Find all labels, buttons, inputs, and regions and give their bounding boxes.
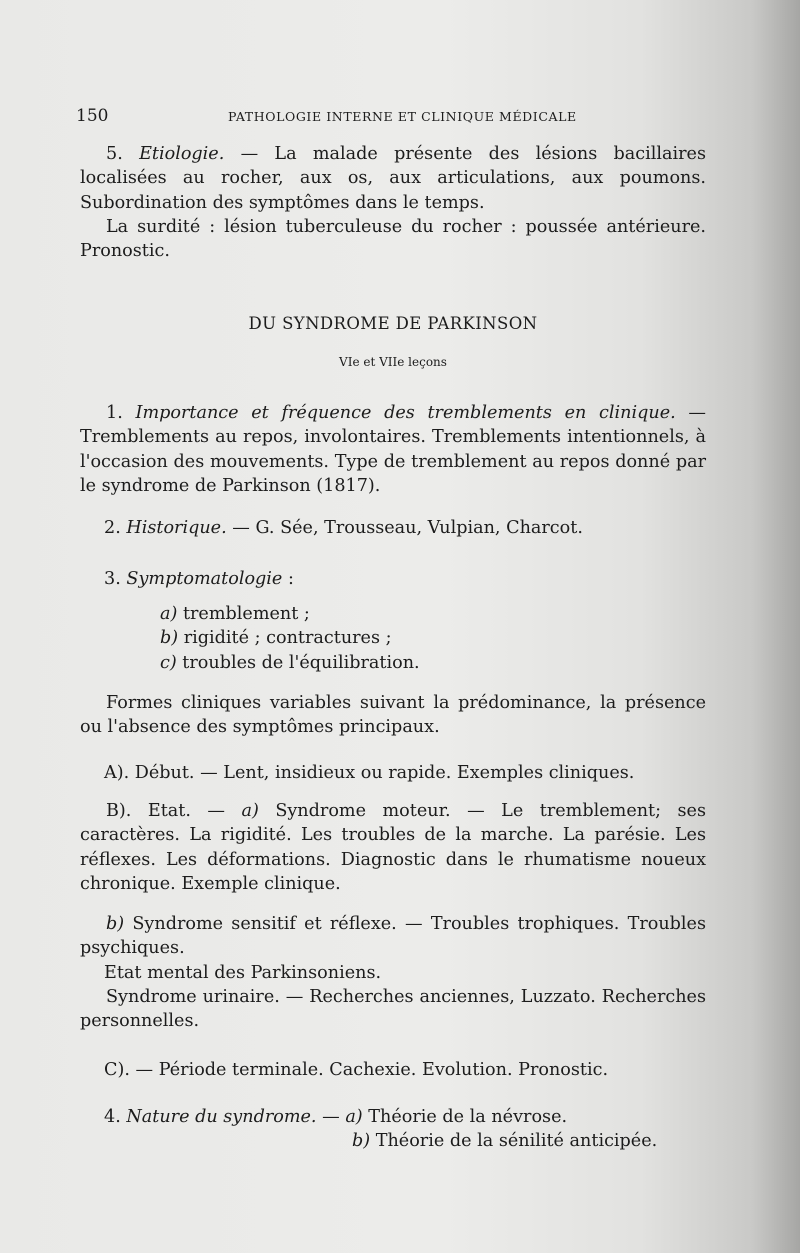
item-3-number: 3. bbox=[104, 569, 121, 589]
item-4-heading: Nature du syndrome. bbox=[126, 1107, 317, 1127]
item-4-number: 4. bbox=[104, 1107, 121, 1127]
page-number: 150 bbox=[76, 106, 109, 126]
item-4-b-line bbox=[352, 1129, 657, 1153]
formes-paragraph: Formes cliniques variables suivant la prédominance, la présence ou l'absence des symptômes principaux. bbox=[80, 693, 706, 738]
sensitif-letter: b) bbox=[106, 914, 125, 934]
etiologie-number: 5. bbox=[106, 144, 123, 164]
item-4-a-text: Théorie de la névrose. bbox=[362, 1107, 568, 1127]
etat-letter: a) bbox=[241, 801, 259, 821]
page-header bbox=[76, 106, 706, 130]
symptom-letter: b) bbox=[160, 628, 179, 648]
symptom-letter: c) bbox=[160, 653, 177, 673]
item-3-suffix: : bbox=[282, 569, 294, 589]
item-1-text: — Tremblements au repos, involontaires. Tremblements intentionnels, à l'occasion des mouvements. Type de tremblement au repos donné par le syndrome de Parkinson (1817). bbox=[80, 403, 706, 497]
debut-paragraph: A). Début. — Lent, insidieux ou rapide. Exemples cliniques. bbox=[104, 763, 635, 783]
item-2-text: — G. Sée, Trousseau, Vulpian, Charcot. bbox=[226, 518, 583, 538]
item-3-heading-line bbox=[104, 567, 294, 591]
symptom-text: troubles de l'équilibration. bbox=[176, 653, 420, 673]
item-2-paragraph bbox=[104, 516, 583, 540]
etiologie-paragraph bbox=[80, 142, 706, 215]
surdite-paragraph: La surdité : lésion tuberculeuse du rocher : poussée antérieure. Pronostic. bbox=[80, 217, 706, 262]
item-4-a-letter: a) bbox=[345, 1107, 363, 1127]
etiologie-text: — La malade présente des lésions bacillaires localisées au rocher, aux os, aux articulations, aux poumons. Subordination des symptômes dans le temps. bbox=[80, 144, 706, 213]
mental-line: Etat mental des Parkinsoniens. bbox=[104, 963, 382, 983]
item-4-dash: — bbox=[316, 1107, 346, 1127]
sensitif-text: Syndrome sensitif et réflexe. — Troubles trophiques. Troubles psychiques. bbox=[80, 914, 706, 959]
symptom-item-a bbox=[160, 602, 310, 626]
etat-text: Syndrome moteur. — Le tremblement; ses caractères. La rigidité. Les troubles de la marche. La parésie. Les réflexes. Les déformations. Diagnostic dans le rhumatisme noueux chronique. Exemple clinique. bbox=[80, 801, 707, 895]
item-4-line bbox=[104, 1105, 567, 1129]
item-3-heading: Symptomatologie bbox=[126, 569, 283, 589]
item-1-paragraph bbox=[80, 401, 706, 499]
item-2-number: 2. bbox=[104, 518, 121, 538]
item-1-heading: Importance et fréquence des tremblements en clinique. bbox=[135, 403, 676, 423]
sensitif-paragraph bbox=[80, 912, 706, 961]
etat-lead: B). Etat. — bbox=[106, 801, 242, 821]
symptom-item-c bbox=[160, 651, 420, 675]
running-title: PATHOLOGIE INTERNE ET CLINIQUE MÉDICALE bbox=[228, 109, 577, 124]
section-title: DU SYNDROME DE PARKINSON bbox=[248, 314, 538, 333]
urinaire-paragraph: Syndrome urinaire. — Recherches anciennes, Luzzato. Recherches personnelles. bbox=[80, 987, 706, 1032]
terminale-paragraph: C). — Période terminale. Cachexie. Evolution. Pronostic. bbox=[104, 1060, 609, 1080]
item-1-number: 1. bbox=[106, 403, 123, 423]
section-lessons: VIe et VIIe leçons bbox=[339, 355, 447, 369]
item-2-heading: Historique. bbox=[126, 518, 227, 538]
etat-paragraph bbox=[80, 799, 706, 897]
symptom-letter: a) bbox=[160, 604, 178, 624]
item-4-b-text: Théorie de la sénilité anticipée. bbox=[370, 1131, 658, 1151]
symptom-text: tremblement ; bbox=[177, 604, 310, 624]
symptom-item-b bbox=[160, 626, 392, 650]
item-4-b-letter: b) bbox=[352, 1131, 371, 1151]
etiologie-heading: Etiologie. bbox=[139, 144, 225, 164]
symptom-text: rigidité ; contractures ; bbox=[178, 628, 392, 648]
